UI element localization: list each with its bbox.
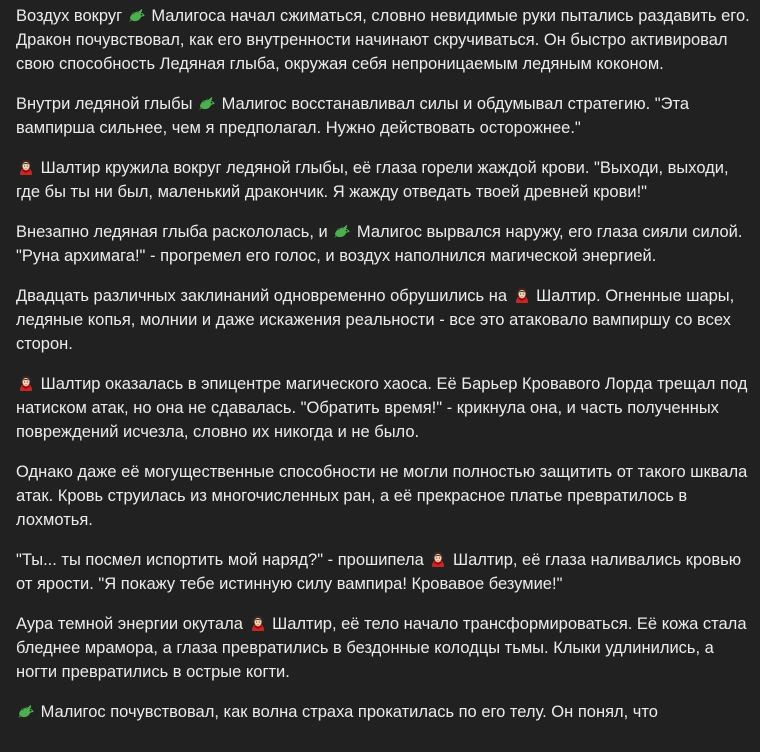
dragon-icon	[17, 702, 35, 720]
vampire-icon	[17, 158, 35, 176]
text-segment: Малигоса начал сжиматься, словно невидимые руки пытались раздавить его. Дракон почувствовал, как его внутренности начинают скручиваться. Он быстро активировал свою способность Ледяная глыба, окружая себя непроницаемым ледяным коконом.	[16, 7, 750, 73]
paragraph-p1	[16, 4, 752, 76]
text-segment: Внезапно ледяная глыба раскололась, и	[16, 223, 333, 241]
dragon-icon	[333, 222, 351, 240]
text-segment: Двадцать различных заклинаний одновременно обрушились на	[16, 287, 512, 305]
text-segment: Малигос вырвался наружу, его глаза сияли силой. "Руна архимага!" - прогремел его голос, и воздух наполнился магической энергией.	[16, 223, 743, 265]
paragraph-p8	[16, 548, 752, 596]
text-segment: Шалтир. Огненные шары, ледяные копья, молнии и даже искажения реальности - все это атаковало вампиршу со всех сторон.	[16, 287, 735, 353]
paragraph-p9	[16, 612, 752, 684]
paragraph-p10	[16, 700, 752, 724]
vampire-icon	[429, 550, 447, 568]
paragraph-p7	[16, 460, 752, 532]
vampire-icon	[513, 286, 531, 304]
text-segment: Шалтир, её глаза наливались кровью от ярости. "Я покажу тебе истинную силу вампира! Кровавое безумие!"	[16, 551, 742, 593]
message-content	[16, 4, 752, 740]
text-segment: Малигос почувствовал, как волна страха прокатилась по его телу. Он понял, что	[36, 703, 658, 721]
text-segment: Шалтир оказалась в эпицентре магического хаоса. Её Барьер Кровавого Лорда трещал под натиском атак, но она не сдавалась. "Обратить время!" - крикнула она, и часть полученных повреждений исчезла, словно их никогда и не было.	[16, 375, 748, 441]
text-segment: Шалтир кружила вокруг ледяной глыбы, её глаза горели жаждой крови. "Выходи, выходи, где бы ты ни был, маленький дракончик. Я жажду отведать твоей древней крови!"	[16, 159, 729, 201]
text-segment: Малигос восстанавливал силы и обдумывал стратегию. "Эта вампирша сильнее, чем я предполагал. Нужно действовать осторожнее."	[16, 95, 690, 137]
paragraph-p6	[16, 372, 752, 444]
vampire-icon	[17, 374, 35, 392]
paragraph-p4	[16, 220, 752, 268]
text-segment: Однако даже её могущественные способности не могли полностью защитить от такого шквала атак. Кровь струилась из многочисленных ран, а её прекрасное платье превратилось в лохмотья.	[16, 463, 748, 529]
dragon-icon	[198, 94, 216, 112]
vampire-icon	[249, 614, 267, 632]
text-segment: Внутри ледяной глыбы	[16, 95, 198, 113]
dragon-icon	[128, 6, 146, 24]
text-segment: Аура темной энергии окутала	[16, 615, 248, 633]
text-segment: Шалтир, её тело начало трансформироваться. Её кожа стала бледнее мрамора, а глаза превратились в бездонные колодцы тьмы. Клыки удлинились, а ногти превратились в острые когти.	[16, 615, 747, 681]
text-segment: Воздух вокруг	[16, 7, 127, 25]
paragraph-p3	[16, 156, 752, 204]
text-segment: "Ты... ты посмел испортить мой наряд?" - прошипела	[16, 551, 429, 569]
paragraph-p2	[16, 92, 752, 140]
paragraph-p5	[16, 284, 752, 356]
